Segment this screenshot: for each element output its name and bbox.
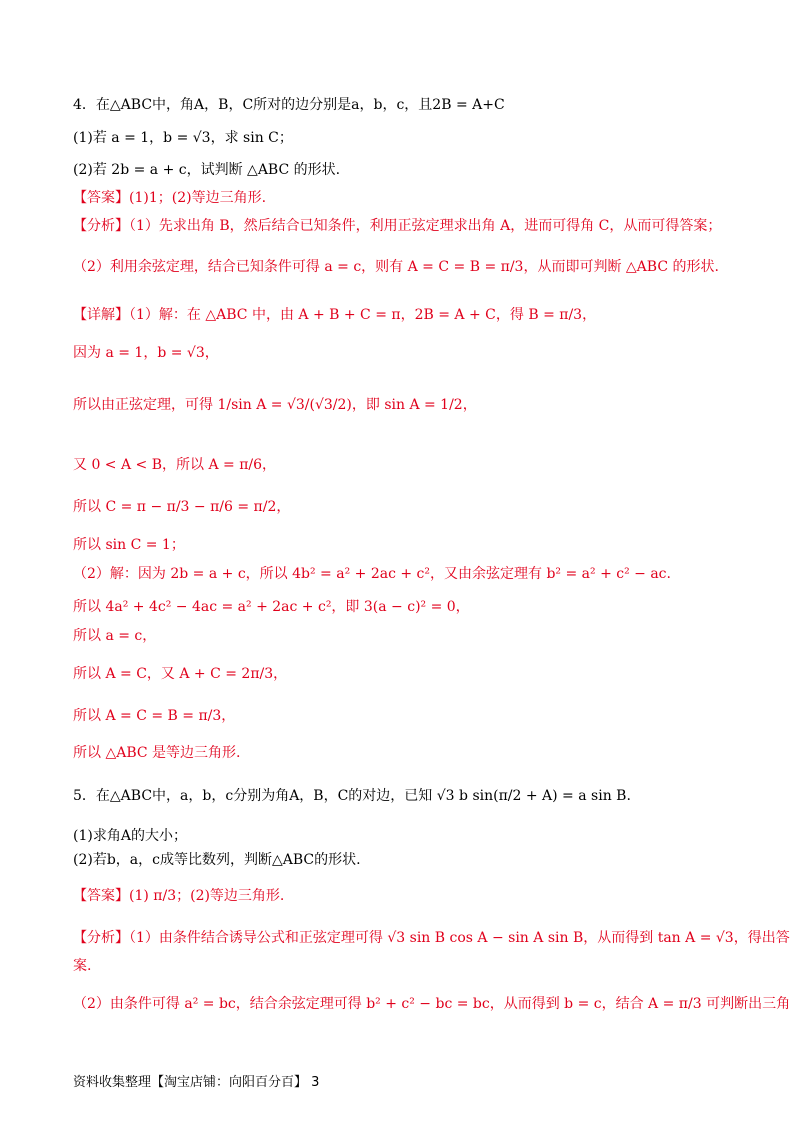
q4-detail-4: 又 0 < A < B，所以 A = π/6， [73, 457, 277, 473]
q4-detail-8: 所以 4a² + 4c² − 4ac = a² + 2ac + c²，即 3(a − c)² = 0， [73, 599, 470, 615]
q4-detail-3: 所以由正弦定理，可得 1/sin A = √3/(√3/2)，即 sin A = 1/2， [73, 397, 477, 413]
q5-stem: 5．在△ABC中，a，b，c分别为角A，B，C的对边，已知 √3 b sin(π/2 + A) = a sin B. [73, 788, 631, 804]
q4-detail-12: 所以 △ABC 是等边三角形. [73, 745, 241, 761]
q5-analysis-1: 【分析】（1）由条件结合诱导公式和正弦定理可得 √3 sin B cos A − sin A sin B，从而得到 tan A = √3，得出答 [73, 930, 790, 946]
q4-part2: (2)若 2b = a + c，试判断 △ABC 的形状. [73, 162, 341, 178]
q5-part2: (2)若b，a，c成等比数列，判断△ABC的形状. [73, 852, 361, 868]
q5-analysis-1b: 案. [73, 958, 92, 974]
q4-detail-6: 所以 sin C = 1； [73, 537, 185, 553]
q5-part1: (1)求角A的大小； [73, 828, 187, 844]
q4-analysis-1: 【分析】（1）先求出角 B，然后结合已知条件，利用正弦定理求出角 A，进而可得角 C，从而可得答案； [73, 218, 722, 234]
q4-stem: 4．在△ABC中，角A，B，C所对的边分别是a，b，c，且2B = A+C [73, 97, 505, 113]
q4-part1: (1)若 a = 1，b = √3，求 sin C； [73, 130, 293, 146]
q4-detail-2: 因为 a = 1，b = √3， [73, 345, 219, 361]
page-footer: 资料收集整理【淘宝店铺：向阳百分百】 3 [73, 1075, 320, 1090]
q4-detail-9: 所以 a = c， [73, 628, 157, 644]
q4-detail-10: 所以 A = C，又 A + C = 2π/3， [73, 666, 288, 682]
q4-analysis-2: （2）利用余弦定理，结合已知条件可得 a = c，则有 A = C = B = π/3，从而即可判断 △ABC 的形状. [73, 259, 719, 275]
q5-answer: 【答案】(1) π/3；(2)等边三角形. [73, 888, 285, 904]
q4-detail-11: 所以 A = C = B = π/3， [73, 708, 236, 724]
q4-answer: 【答案】(1)1；(2)等边三角形. [73, 190, 267, 206]
q4-detail-7: （2）解：因为 2b = a + c，所以 4b² = a² + 2ac + c²，又由余弦定理有 b² = a² + c² − ac. [73, 566, 671, 582]
q4-detail-1: 【详解】（1）解：在 △ABC 中，由 A + B + C = π，2B = A + C，得 B = π/3， [73, 307, 597, 323]
q5-analysis-2: （2）由条件可得 a² = bc，结合余弦定理可得 b² + c² − bc = bc，从而得到 b = c，结合 A = π/3 可判断出三角 [73, 996, 791, 1012]
q4-detail-5: 所以 C = π − π/3 − π/6 = π/2， [73, 499, 291, 515]
